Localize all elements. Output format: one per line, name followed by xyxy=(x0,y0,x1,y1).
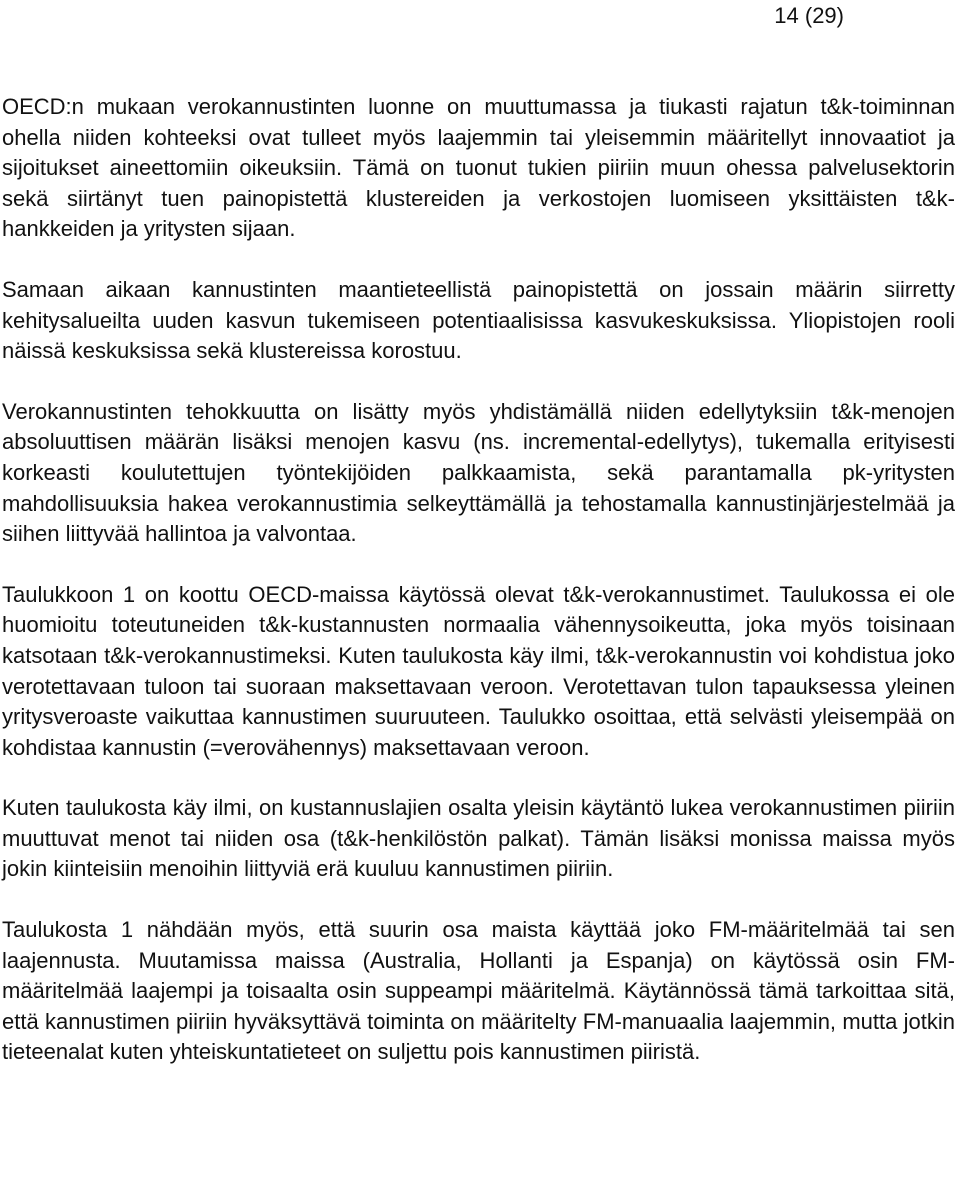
paragraph-cost-types: Kuten taulukosta käy ilmi, on kustannuslajien osalta yleisin käytäntö lukea verokannustimen piiriin muuttuvat menot tai niiden osa (t&k-henkilöstön palkat). Tämän lisäksi monissa maissa myös jokin kiinteisiin menoihin liittyviä erä kuuluu kannustimen piiriin. xyxy=(2,795,955,882)
document-body xyxy=(2,92,955,1098)
paragraph-table-1: Taulukkoon 1 on koottu OECD-maissa käytössä olevat t&k-verokannustimet. Taulukossa ei ole huomioitu toteutuneiden t&k-kustannusten normaalia vähennysoikeutta, joka myös toisinaan katsotaan t&k-verokannustimeksi. Kuten taulukosta käy ilmi, t&k-verokannustin voi kohdistua joko verotettavaan tuloon tai suoraan maksettavaan veroon. Verotettavan tulon tapauksessa yleinen yritysveroaste vaikuttaa kannustimen suuruuteen. Taulukko osoittaa, että selvästi yleisempää on kohdistaa kannustin (=verovähennys) maksettavaan veroon. xyxy=(2,581,955,760)
paragraph-efficiency: Verokannustinten tehokkuutta on lisätty myös yhdistämällä niiden edellytyksiin t&k-menojen absoluuttisen määrän lisäksi menojen kasvu (ns. incremental-edellytys), tukemalla erityisesti korkeasti koulutettujen työntekijöiden palkkaamista, sekä parantamalla pk-yritysten mahdollisuuksia hakea verokannustimia selkeyttämällä ja tehostamalla kannustinjärjestelmää ja siihen liittyvää hallintoa ja valvontaa. xyxy=(2,398,955,547)
paragraph-fm-definition: Taulukosta 1 nähdään myös, että suurin osa maista käyttää joko FM-määritelmää tai sen laajennusta. Muutamissa maissa (Australia, Hollanti ja Espanja) on käytössä osin FM-määritelmää laajempi ja toisaalta osin suppeampi määritelmä. Käytännössä tämä tarkoittaa sitä, että kannustimen piiriin hyväksyttävä toiminta on määritelty FM-manuaalia laajemmin, mutta jotkin tieteenalat kuten yhteiskuntatieteet on suljettu pois kannustimen piiristä. xyxy=(2,917,955,1065)
paragraph-geographic-focus: Samaan aikaan kannustinten maantieteellistä painopistettä on jossain määrin siirretty kehitysalueilta uuden kasvun tukemiseen potentiaalisissa kasvukeskuksissa. Yliopistojen rooli näissä keskuksissa sekä klustereissa korostuu. xyxy=(2,276,955,364)
page-number: 14 (29) xyxy=(774,3,844,28)
paragraph-oecd-incentives: OECD:n mukaan verokannustinten luonne on muuttumassa ja tiukasti rajatun t&k-toiminnan ohella niiden kohteeksi ovat tulleet myös laajemmin tai yleisemmin määritellyt innovaatiot ja sijoitukset aineettomiin oikeuksiin. Tämä on tuonut tukien piiriin muun ohessa palvelusektorin sekä siirtänyt tuen painopistettä klustereiden ja verkostojen luomiseen yksittäisten t&k-hankkeiden ja yritysten sijaan. xyxy=(2,94,955,242)
